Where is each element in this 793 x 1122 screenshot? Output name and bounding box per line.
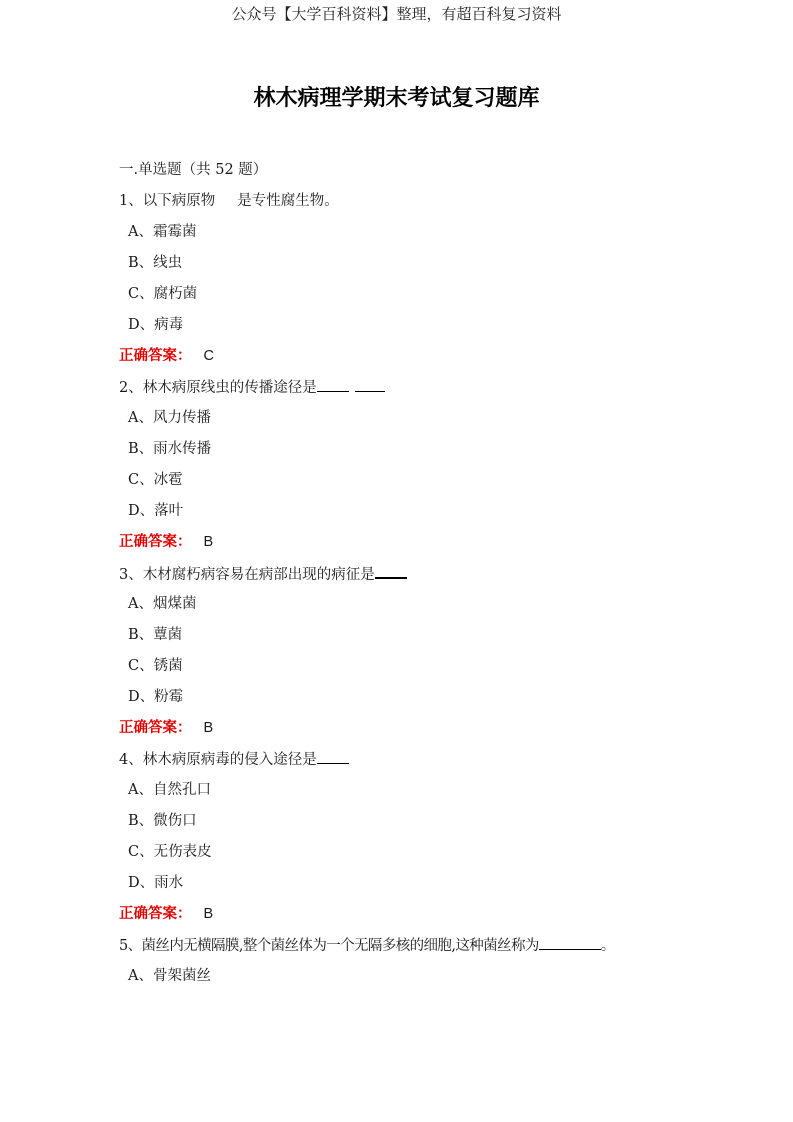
answer-value: B xyxy=(203,534,214,550)
question-1-text: 1、以下病原物 xyxy=(119,193,216,209)
question-5-text-end: 。 xyxy=(600,938,616,954)
answer-value: C xyxy=(203,348,214,364)
question-1-option-d: D、病毒 xyxy=(128,317,184,333)
document-title: 林木病理学期末考试复习题库 xyxy=(253,85,540,111)
question-4-option-d: D、雨水 xyxy=(128,875,184,891)
question-2-option-a: A、风力传播 xyxy=(128,410,211,426)
answer-label: 正确答案： xyxy=(119,906,192,922)
question-5-text: 5、菌丝内无横隔膜,整个菌丝体为一个无隔多核的细胞,这种菌丝称为 xyxy=(119,938,539,954)
question-1-stem xyxy=(119,189,719,220)
question-4-text: 4、林木病原病毒的侵入途径是 xyxy=(119,752,317,768)
question-5-stem xyxy=(119,933,719,964)
answer-value: B xyxy=(203,906,214,922)
question-2-answer xyxy=(119,530,719,561)
question-4-option-b: B、微伤口 xyxy=(128,813,197,829)
answer-label: 正确答案： xyxy=(119,348,192,364)
question-list xyxy=(119,158,719,995)
question-1-text-end: 是专性腐生物。 xyxy=(237,193,339,209)
question-3-option-d: D、粉霉 xyxy=(128,689,184,705)
question-5-option-a: A、骨架菌丝 xyxy=(128,968,211,984)
question-2-option-b: B、雨水传播 xyxy=(128,441,212,457)
question-1-option-c: C、腐朽菌 xyxy=(128,286,198,302)
answer-label: 正确答案： xyxy=(119,534,192,550)
answer-blank xyxy=(375,561,407,579)
question-3-text: 3、木材腐朽病容易在病部出现的病征是 xyxy=(119,567,375,583)
question-2-stem xyxy=(119,375,719,406)
question-3-option-c: C、锈菌 xyxy=(128,658,183,674)
answer-label: 正确答案： xyxy=(119,720,192,736)
question-4-option-c: C、无伤表皮 xyxy=(128,844,212,860)
question-2-option-d: D、落叶 xyxy=(128,503,184,519)
question-4-stem xyxy=(119,747,719,778)
answer-blank xyxy=(317,747,349,764)
answer-blank xyxy=(317,375,349,392)
header-note: 公众号【大学百科资料】整理，有超百科复习资料 xyxy=(231,5,562,23)
answer-blank xyxy=(355,375,385,392)
question-1-option-b: B、线虫 xyxy=(128,255,183,271)
answer-blank xyxy=(539,933,601,950)
question-4-option-a: A、自然孔口 xyxy=(128,782,211,798)
question-2-text: 2、林木病原线虫的传播途径是 xyxy=(119,380,317,396)
question-3-option-a: A、烟煤菌 xyxy=(128,596,197,612)
question-3-option-b: B、蕈菌 xyxy=(128,627,183,643)
question-4-answer xyxy=(119,902,719,933)
question-2-option-c: C、冰雹 xyxy=(128,472,183,488)
section-title: 一.单选题（共 52 题） xyxy=(119,162,268,178)
question-3-stem xyxy=(119,561,719,592)
question-1-answer xyxy=(119,344,719,375)
question-3-answer xyxy=(119,716,719,747)
answer-value: B xyxy=(203,720,214,736)
question-1-option-a: A、霜霉菌 xyxy=(128,224,197,240)
